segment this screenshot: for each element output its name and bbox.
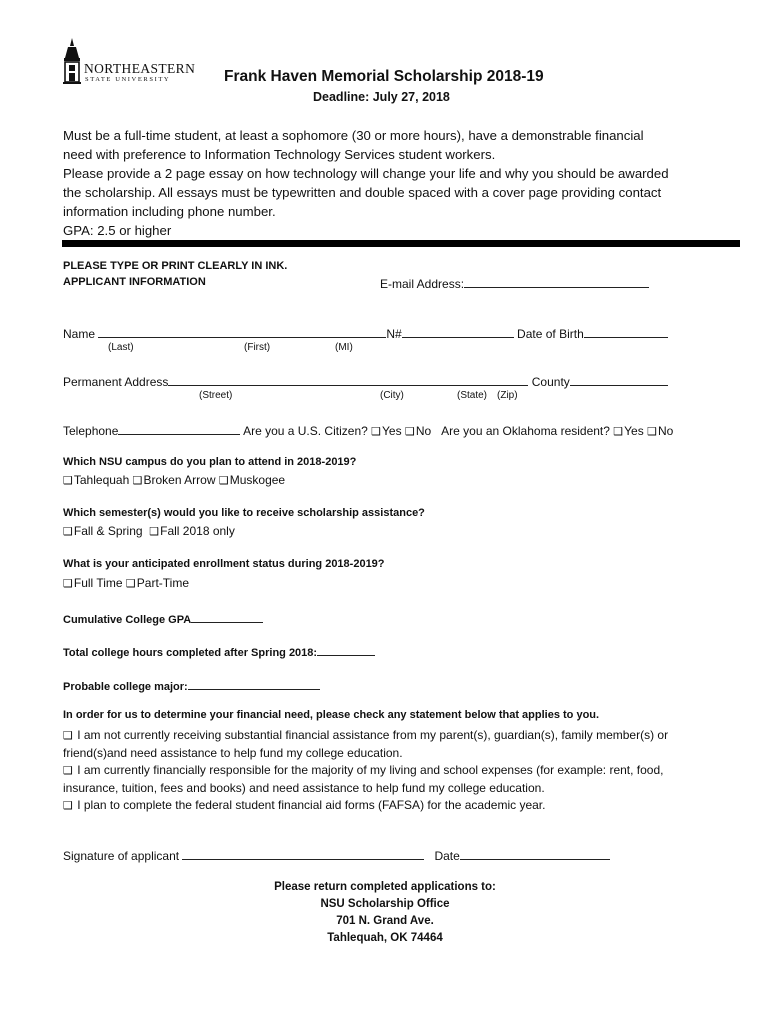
n-number-label: N# [386,327,402,341]
campus-option: Muskogee [229,473,286,487]
university-logo [61,38,201,84]
addr-sub-state: (State) [457,390,488,401]
print-note: PLEASE TYPE OR PRINT CLEARLY IN INK. [63,260,288,272]
hours-row [63,643,375,659]
checkbox-icon[interactable]: ❑ [613,426,624,438]
gpa-label: Cumulative College GPA [63,614,192,626]
addr-sub-zip: (Zip) [497,390,518,401]
office-name: NSU Scholarship Office [320,898,450,910]
dob-label: Date of Birth [517,327,584,341]
checkbox-icon[interactable]: ❑ [404,426,415,438]
enrollment-options [63,576,189,590]
address-label: Permanent Address [63,375,169,389]
enrollment-option: Full Time [73,576,123,590]
need-statement-2-cont: insurance, tuition, fees and books) and need assistance to help fund my college education. [63,781,545,795]
name-field[interactable] [98,325,386,338]
county-field[interactable] [570,373,668,386]
campus-options [63,473,285,487]
telephone-label: Telephone [63,424,119,438]
checkbox-icon[interactable]: ❑ [63,475,73,487]
checkbox-icon[interactable]: ❑ [63,578,73,590]
name-sub-mi: (MI) [335,342,353,353]
intro-line: need with preference to Information Technology Services student workers. [63,147,496,162]
logo-name: NORTHEASTERN [84,61,196,76]
checkbox-icon[interactable]: ❑ [63,765,73,777]
checkbox-icon[interactable]: ❑ [647,426,657,438]
address-field[interactable] [168,373,528,386]
office-city: Tahlequah, OK 74464 [327,932,443,944]
intro-line: the scholarship. All essays must be typewritten and double spaced with a cover page providing contact [63,185,662,200]
n-number-field[interactable] [402,325,514,338]
major-field[interactable] [188,677,320,690]
enrollment-question: What is your anticipated enrollment status during 2018-2019? [63,558,385,570]
major-label: Probable college major: [63,681,188,693]
campus-question: Which NSU campus do you plan to attend in 2018-2019? [63,456,357,468]
addr-sub-city: (City) [380,390,404,401]
gpa-field[interactable] [191,610,263,623]
signature-row [63,847,610,863]
citizen-no: No [415,424,432,438]
checkbox-icon[interactable]: ❑ [371,426,382,438]
need-statement-1-cont: friend(s)and need assistance to help fund my college education. [63,746,403,760]
campus-option: Tahlequah [73,473,130,487]
hours-field[interactable] [317,643,375,656]
university-tower-icon [61,38,83,84]
checkbox-icon[interactable]: ❑ [132,475,143,487]
office-street: 701 N. Grand Ave. [336,915,434,927]
eligibility-text [63,126,733,240]
semester-option: Fall & Spring [73,524,143,538]
date-field[interactable] [460,847,610,860]
semester-options [63,524,235,538]
checkbox-icon[interactable]: ❑ [63,730,73,742]
dob-field[interactable] [584,325,668,338]
need-statement-2: I am currently financially responsible for the majority of my living and school expenses (for example: rent, food, [77,763,664,777]
signature-field[interactable] [182,847,424,860]
intro-line: Please provide a 2 page essay on how technology will change your life and why you should be awarded [63,166,669,181]
return-note: Please return completed applications to: [274,881,496,893]
name-label: Name [63,327,96,341]
email-field[interactable] [380,275,649,291]
email-label: E-mail Address: [380,277,465,291]
checkbox-icon[interactable]: ❑ [125,578,136,590]
intro-line: GPA: 2.5 or higher [63,223,172,238]
checkbox-icon[interactable]: ❑ [218,475,229,487]
telephone-field[interactable] [118,422,240,435]
name-sub-last: (Last) [108,342,134,353]
oklahoma-question: Are you an Oklahoma resident? [441,424,610,438]
citizen-yes: Yes [382,424,402,438]
enrollment-option: Part-Time [136,576,190,590]
semester-question: Which semester(s) would you like to receive scholarship assistance? [63,507,425,519]
date-label: Date [434,849,460,863]
oklahoma-yes: Yes [624,424,644,438]
major-row [63,677,320,693]
logo-subname: STATE UNIVERSITY [85,76,171,83]
hours-label: Total college hours completed after Spring 2018: [63,647,318,659]
name-sub-first: (First) [244,342,271,353]
oklahoma-no: No [657,424,674,438]
section-divider [62,240,740,247]
need-heading: In order for us to determine your financial need, please check any statement below that applies to you. [63,709,600,721]
need-statement-1: I am not currently receiving substantial financial assistance from my parent(s), guardian(s), family member(s) or [77,728,669,742]
citizen-question: Are you a U.S. Citizen? [243,424,368,438]
telephone-row [63,422,673,438]
applicant-info-heading: APPLICANT INFORMATION [63,276,206,288]
name-row [63,325,668,341]
checkbox-icon[interactable]: ❑ [63,800,73,812]
gpa-row [63,610,263,626]
intro-line: information including phone number. [63,204,276,219]
addr-sub-street: (Street) [199,390,233,401]
county-label: County [531,375,570,389]
semester-option: Fall 2018 only [160,524,235,538]
checkbox-icon[interactable]: ❑ [63,526,73,538]
intro-line: Must be a full-time student, at least a sophomore (30 or more hours), have a demonstrable financial [63,128,644,143]
deadline: Deadline: July 27, 2018 [313,90,450,104]
need-statement-3: I plan to complete the federal student financial aid forms (FAFSA) for the academic year. [77,798,546,812]
signature-label: Signature of applicant [63,849,180,863]
need-statements [63,727,703,815]
page-title: Frank Haven Memorial Scholarship 2018-19 [224,68,544,85]
address-row [63,373,668,389]
checkbox-icon[interactable]: ❑ [149,526,160,538]
campus-option: Broken Arrow [143,473,216,487]
